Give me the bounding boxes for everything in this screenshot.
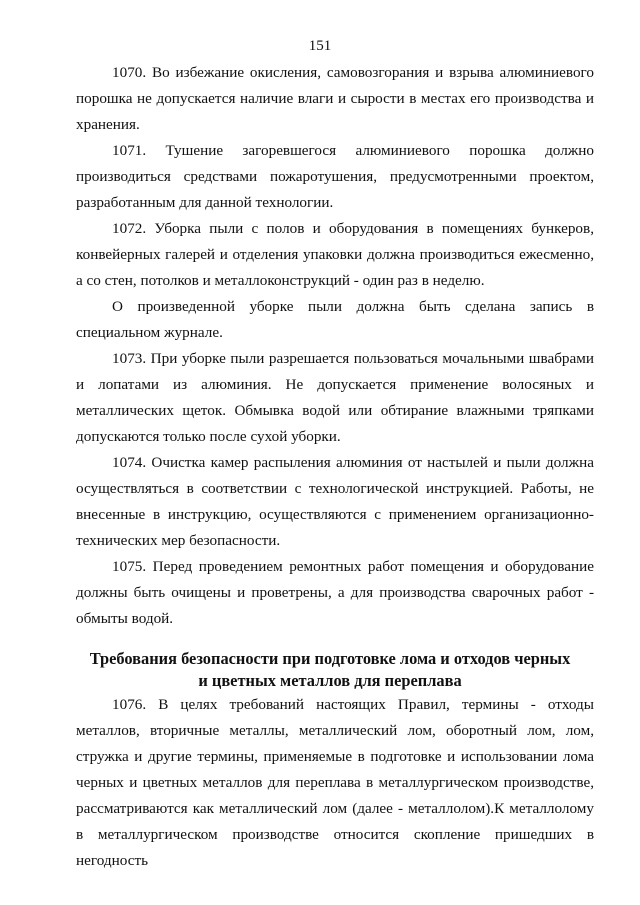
section-heading <box>60 648 600 692</box>
paragraph-1072: 1072. Уборка пыли с полов и оборудования в помещениях бункеров, конвейерных галерей и отделения упаковки должна производиться ежесменно, а со стен, потолков и металлоконструкций - один раз в неделю. <box>76 220 594 289</box>
paragraph-1074: 1074. Очистка камер распыления алюминия от настылей и пыли должна осуществляться в соответствии с технологической инструкцией. Работы, не внесенные в инструкцию, осуществляются с применением организационно-технических мер безопасности. <box>76 454 594 549</box>
paragraph-1075: 1075. Перед проведением ремонтных работ помещения и оборудование должны быть очищены и проветрены, а для производства сварочных работ - обмыты водой. <box>76 558 594 627</box>
page-number: 151 <box>308 38 332 54</box>
section-heading-line-1: Требования безопасности при подготовке лома и отходов черных <box>89 649 571 668</box>
paragraph-1076: 1076. В целях требований настоящих Правил, термины - отходы металлов, вторичные металлы, металлический лом, оборотный лом, лом, стружка и другие термины, применяемые в подготовке и использовании лома черных и цветных металлов для переплава в металлургическом производстве, рассматриваются как металлический лом (далее - металлолом).К металлолому в металлургическом производстве относится скопление пришедших в негодность <box>76 696 594 869</box>
paragraph-1071: 1071. Тушение загоревшегося алюминиевого порошка должно производиться средствами пожаротушения, предусмотренными проектом, разработанным для данной технологии. <box>76 142 594 211</box>
paragraph-cleanup-record: О произведенной уборке пыли должна быть сделана запись в специальном журнале. <box>76 298 594 341</box>
paragraph-1073: 1073. При уборке пыли разрешается пользоваться мочальными швабрами и лопатами из алюминия. Не допускается применение волосяных и металлических щеток. Обмывка водой или обтирание влажными тряпками допускаются только после сухой уборки. <box>76 350 594 445</box>
section-heading-line-2: и цветных металлов для переплава <box>198 671 462 690</box>
paragraph-1070: 1070. Во избежание окисления, самовозгорания и взрыва алюминиевого порошка не допускается наличие влаги и сырости в местах его производства и хранения. <box>76 64 594 133</box>
